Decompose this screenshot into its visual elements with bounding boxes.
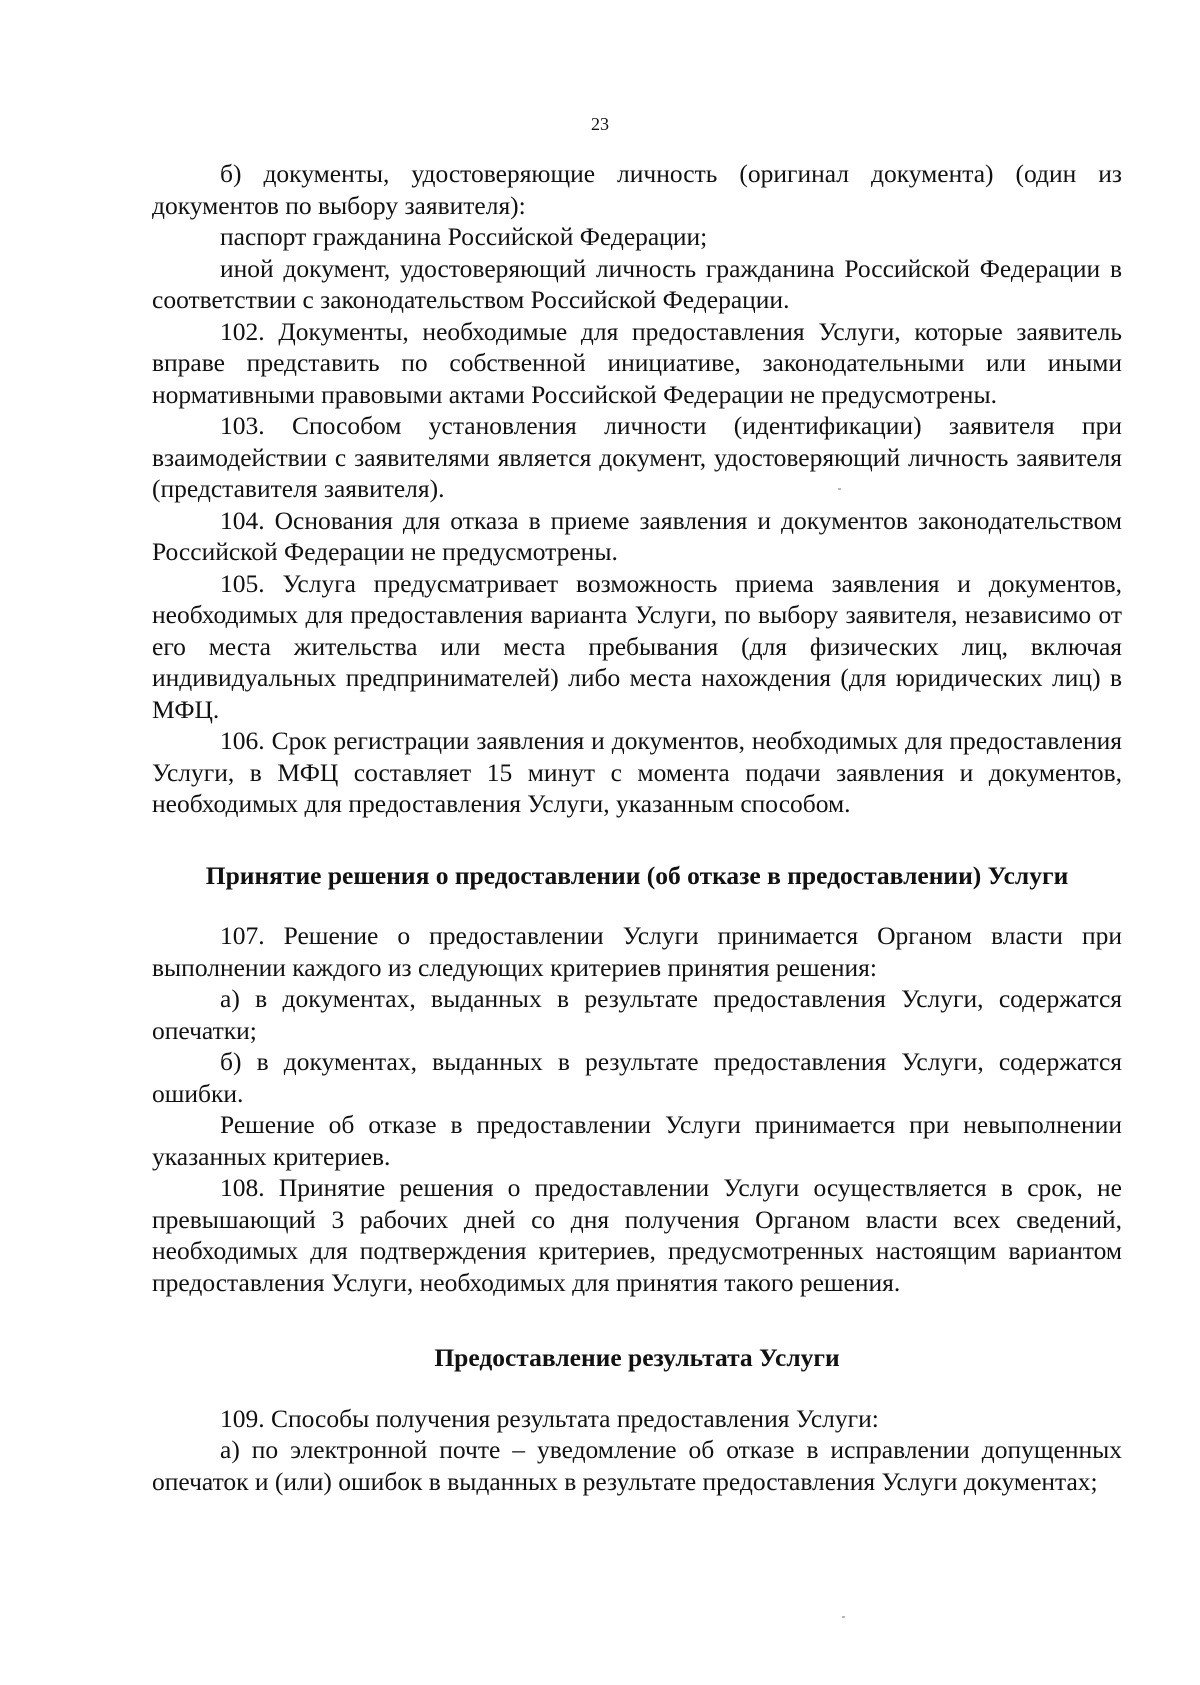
scan-speck <box>838 488 841 490</box>
paragraph-107-b: б) в документах, выданных в результате предоставления Услуги, содержатся ошибки. <box>152 1047 1122 1108</box>
paragraph-109: 109. Способы получения результата предоставления Услуги: <box>220 1403 879 1433</box>
paragraph-passport: паспорт гражданина Российской Федерации; <box>220 222 708 251</box>
paragraph-refusal-decision: Решение об отказе в предоставлении Услуги принимается при невыполнении указанных критериев. <box>152 1110 1122 1171</box>
document-body <box>152 158 1122 1497</box>
paragraph-103: 103. Способом установления личности (идентификации) заявителя при взаимодействии с заявителями является документ, удостоверяющий личность заявителя (представителя заявителя). <box>152 411 1122 503</box>
paragraph-107-a: а) в документах, выданных в результате предоставления Услуги, содержатся опечатки; <box>152 984 1122 1045</box>
paragraph-other-document: иной документ, удостоверяющий личность гражданина Российской Федерации в соответствии с законодательством Российской Федерации. <box>152 253 1122 314</box>
paragraph-104: 104. Основания для отказа в приеме заявления и документов законодательством Российской Федерации не предусмотрены. <box>152 505 1122 566</box>
paragraph-102: 102. Документы, необходимые для предоставления Услуги, которые заявитель вправе представить по собственной инициативе, законодательными или иными нормативными правовыми актами Российской Федерации не предусмотрены. <box>152 316 1122 409</box>
paragraph-b-identity-documents: б) документы, удостоверяющие личность (оригинал документа) (один из документов по выбору заявителя): <box>152 159 1122 220</box>
scan-speck <box>842 1616 845 1618</box>
paragraph-109-a: а) по электронной почте – уведомление об отказе в исправлении допущенных опечаток и (или) ошибок в выданных в результате предоставления Услуги документах; <box>152 1435 1122 1496</box>
paragraph-106: 106. Срок регистрации заявления и документов, необходимых для предоставления Услуги, в МФЦ составляет 15 минут с момента подачи заявления и документов, необходимых для предоставления Услуги, указанным способом. <box>152 726 1122 818</box>
paragraph-105: 105. Услуга предусматривает возможность приема заявления и документов, необходимых для предоставления варианта Услуги, по выбору заявителя, независимо от его места жительства или места пребывания (для физических лиц, включая индивидуальных предпринимателей) либо места нахождения (для юридических лиц) в МФЦ. <box>152 568 1122 724</box>
section-heading-result: Предоставление результата Услуги <box>434 1343 840 1372</box>
page-number: 23 <box>591 114 609 134</box>
paragraph-108: 108. Принятие решения о предоставлении Услуги осуществляется в срок, не превышающий 3 рабочих дней со дня получения Органом власти всех сведений, необходимых для подтверждения критериев, предусмотренных настоящим вариантом предоставления Услуги, необходимых для принятия такого решения. <box>152 1173 1122 1297</box>
paragraph-107: 107. Решение о предоставлении Услуги принимается Органом власти при выполнении каждого из следующих критериев принятия решения: <box>152 921 1122 982</box>
section-heading-decision: Принятие решения о предоставлении (об отказе в предоставлении) Услуги <box>205 860 1069 890</box>
